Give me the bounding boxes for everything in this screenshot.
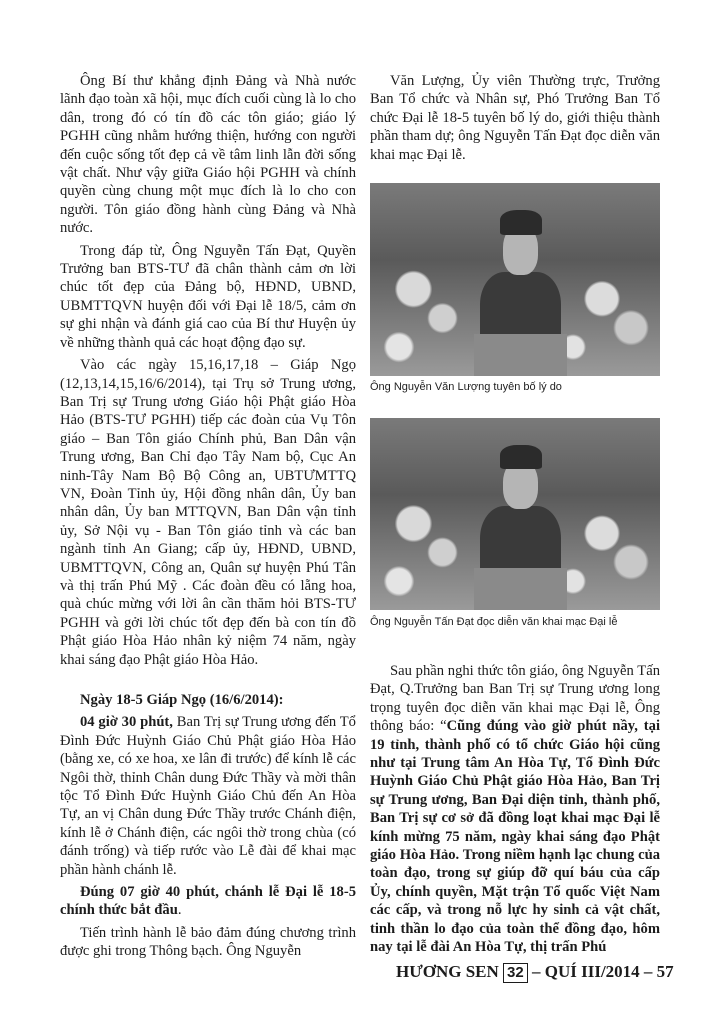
paragraph-text: . (177, 902, 182, 919)
magazine-name: HƯƠNG SEN (396, 962, 499, 981)
issue-number: 32 (503, 963, 528, 983)
paragraph: Trong đáp từ, Ông Nguyễn Tấn Đạt, Quyền Trưởng ban BTS-TƯ đã chân thành cảm ơn lời chúc tốt đẹp của Đảng bộ, HĐND, UBND, UBMTTQVN huyện đối với Đại lễ 18/5, cảm ơn sự ghi nhận và đánh giá cao của Bí thư Huyện ủy về những thành quả các hoạt động đạo sự. (60, 242, 356, 351)
paragraph: Vào các ngày 15,16,17,18 – Giáp Ngọ (12,13,14,15,16/6/2014), tại Trụ sở Trung ương, Ban Trị sự Trung ương Giáo hội Phật giáo Hòa Hảo (BTS-TƯ PGHH) tiếp các đoàn của Vụ Tôn giáo – Ban Tôn giáo Chính phủ, Ban Dân vận Trung ương, Ban Chỉ đạo Tây Nam bộ, Cục An ninh-Tây Nam Bộ Bộ Công an, UBTƯMTTQ VN, Đoàn Tỉnh ủy, Hội đồng nhân dân, Ủy ban nhân dân, Ủy ban MTTQVN, Ban Dân vận tỉnh ủy, Sở Nội vụ - Ban Tôn giáo tỉnh và các ban ngành tỉnh An Giang; cấp ủy, HĐND, UBND, UBMTTQVN, Công an, Quân sự huyện Phú Tân và thị trấn Phú Mỹ . Các đoàn đều có lẵng hoa, quà chúc mừng với lời ân cần thăm hỏi BTS-TƯ PGHH và gởi lời chúc tốt đẹp đến bà con tín đồ Phật giáo Hòa Hảo nhân kỷ niệm 74 năm, ngày khai sáng đạo Phật giáo Hòa Hảo. (60, 357, 356, 668)
page-footer (396, 962, 674, 983)
section-heading: Ngày 18-5 Giáp Ngọ (16/6/2014): (80, 692, 284, 708)
photo-speaker-luong (370, 183, 660, 376)
paragraph: Ông Bí thư khẳng định Đảng và Nhà nước lãnh đạo toàn xã hội, mục đích cuối cùng là lo cho dân, trong đó có tín đồ các tôn giáo; giáo lý PGHH cũng nhằm hướng thiện, hướng con người đến cuộc sống tốt đẹp cả về tâm linh lẫn đời sống vật chất. Như vậy giữa Giáo hội PGHH và chính quyền cùng chung một mục đích là lo cho con người. Tôn giáo đồng hành cùng Đảng và Nhà nước. (60, 73, 356, 237)
left-column (60, 72, 356, 961)
right-column-lower (370, 662, 660, 957)
paragraph (60, 713, 356, 879)
photo-speaker-dat (370, 418, 660, 610)
time-bold: 04 giờ 30 phút, (80, 714, 173, 731)
paragraph-text: Ban Trị sự Trung ương đến Tổ Đình Đức Huỳnh Giáo Chủ Phật giáo Hòa Hảo (bằng xe, có xe hoa, xe lân đi trước) để kính lễ các Ngôi thờ, thỉnh Chân dung Đức Thầy và mời thân tộc Tổ Đình Đức Huỳnh Giáo Chủ đến An Hòa Tự, an vị Chân dung Đức Thầy trước Chánh điện, kính lễ ở Chánh điện, các ngôi thờ trong chùa (có đánh trống) và tiếp rước vào Lễ đài để khai mạc phần hành chánh lễ. (60, 714, 356, 878)
paragraph: Văn Lượng, Ủy viên Thường trực, Trưởng Ban Tổ chức và Nhân sự, Phó Trưởng Ban Tổ chức Đại lễ 18-5 tuyên bố lý do, giới thiệu thành phần tham dự; ông Nguyễn Tấn Đạt đọc diễn văn khai mạc Đại lễ. (370, 73, 660, 163)
quote-bold: Cũng đúng vào giờ phút nầy, tại 19 tỉnh, thành phố có tổ chức Giáo hội cũng như tại Trung tâm An Hòa Tự, Tổ Đình Đức Huỳnh Giáo Chủ Phật giáo Hòa Hảo, Ban Trị sự Trung ương, Ban Đại diện tỉnh, thành phố, Ban Trị sự cơ sở đã đồng loạt khai mạc Đại lễ kính mừng 75 năm, ngày khai sáng đạo Phật giáo Hòa Hảo. Trong niềm hạnh lạc chung của toàn đạo, trong sự giúp đỡ quí báu của cấp Ủy, chính quyền, Mặt trận Tổ quốc Việt Nam các cấp, và trong nỗ lực hy sinh cả vật chất, tinh thần lo đạo của toàn thể đồng đạo, hôm nay tại lễ đài An Hòa Tự, thị trấn Phú (370, 718, 660, 956)
photo-caption: Ông Nguyễn Văn Lượng tuyên bố lý do (370, 381, 562, 393)
paragraph (60, 883, 356, 920)
paragraph: Tiến trình hành lễ bảo đảm đúng chương trình được ghi trong Thông bạch. Ông Nguyễn (60, 924, 356, 960)
photo-caption: Ông Nguyễn Tấn Đạt đọc diễn văn khai mạc Đại lễ (370, 616, 618, 628)
time-bold: Đúng 07 giờ 40 phút, chánh lễ Đại lễ 18-5 chính thức bắt đầu (60, 884, 356, 919)
right-column (370, 72, 660, 164)
paragraph-text: Sau phần nghi thức tôn giáo, ông Nguyễn Tấn Đạt, Q.Trưởng ban Ban Trị sự Trung ương long trọng tuyên đọc diễn văn khai mạc Đại lễ, Ông thông báo: “ (370, 663, 660, 735)
paragraph (370, 662, 660, 957)
issue-and-page: – QUÍ III/2014 – 57 (531, 962, 674, 981)
